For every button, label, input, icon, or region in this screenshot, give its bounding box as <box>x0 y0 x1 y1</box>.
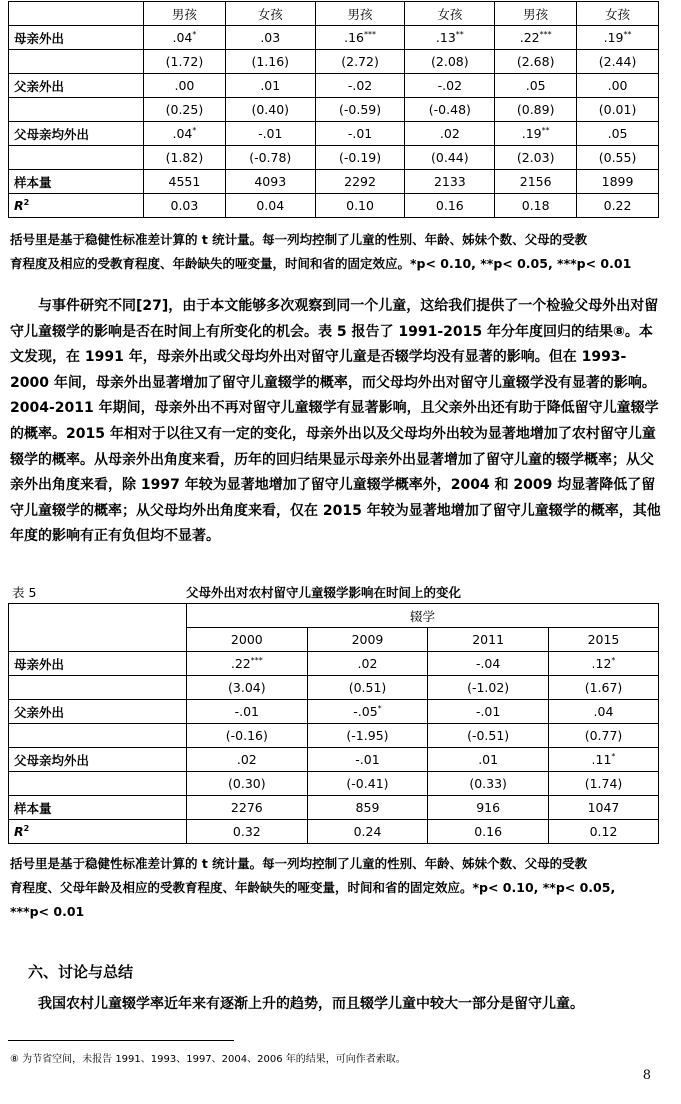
table-header-row <box>9 604 659 628</box>
table-row <box>9 700 659 724</box>
table-row <box>9 98 659 122</box>
row-label <box>9 50 144 74</box>
table-5-note-line: 育程度、父母年龄及相应的受教育程度、年龄缺失的哑变量，时间和省的固定效应。*p< 0.10, **p< 0.05, <box>10 880 616 895</box>
table-4-note-line: 括号里是基于稳健性标准差计算的 t 统计量。每一列均控制了儿童的性别、年龄、姊妹个数、父母的受教 <box>10 232 588 247</box>
table-cell: (2.72) <box>315 50 405 74</box>
table-cell: .02 <box>405 122 495 146</box>
table-4-note-line: 育程度及相应的受教育程度、年龄缺失的哑变量，时间和省的固定效应。*p< 0.10, **p< 0.05, ***p< 0.01 <box>10 256 632 271</box>
table-cell: .00 <box>577 74 659 98</box>
row-label <box>9 724 187 748</box>
table-cell: (0.33) <box>428 772 549 796</box>
row-label: 样本量 <box>9 796 187 820</box>
page-number: 8 <box>642 1068 651 1083</box>
table-cell: 4093 <box>225 170 315 194</box>
row-label: $R^2$ <box>9 820 187 844</box>
table-5-note-line: ***p< 0.01 <box>10 904 85 919</box>
row-label <box>9 146 144 170</box>
column-header: 2009 <box>307 628 428 652</box>
table-cell: .19** <box>577 26 659 50</box>
table-cell: .03 <box>225 26 315 50</box>
table-cell: (0.25) <box>144 98 226 122</box>
table-5-note-line: 括号里是基于稳健性标准差计算的 t 统计量。每一列均控制了儿童的性别、年龄、姊妹个数、父母的受教 <box>10 856 588 871</box>
column-header: 2000 <box>187 628 308 652</box>
table-row <box>9 26 659 50</box>
table-cell: (2.68) <box>495 50 577 74</box>
table-cell: -.05* <box>307 700 428 724</box>
table-cell: (-0.59) <box>315 98 405 122</box>
row-label: 母亲外出 <box>9 652 187 676</box>
table-cell: .00 <box>144 74 226 98</box>
table-row <box>9 772 659 796</box>
table-cell: .19** <box>495 122 577 146</box>
table-5 <box>8 603 659 844</box>
table-row <box>9 748 659 772</box>
table-cell: (-1.02) <box>428 676 549 700</box>
footnote: ⑧ 为节省空间，未报告 1991、1993、1997、2004、2006 年的结果，可向作者索取。 <box>10 1054 406 1065</box>
table-cell: (1.82) <box>144 146 226 170</box>
table-cell: 916 <box>428 796 549 820</box>
table-cell: (-0.41) <box>307 772 428 796</box>
table-4 <box>8 1 659 218</box>
table-cell: -.04 <box>428 652 549 676</box>
header-blank <box>9 2 144 26</box>
table-row <box>9 74 659 98</box>
table-cell: (0.40) <box>225 98 315 122</box>
table-cell: .12* <box>548 652 658 676</box>
table-cell: 0.04 <box>225 194 315 218</box>
column-header: 男孩 <box>315 2 405 26</box>
table-row <box>9 652 659 676</box>
table-cell: 1899 <box>577 170 659 194</box>
table-cell: (2.03) <box>495 146 577 170</box>
table-cell: -.01 <box>428 700 549 724</box>
column-header: 2011 <box>428 628 549 652</box>
table-cell: (0.44) <box>405 146 495 170</box>
footnote-rule <box>8 1040 234 1041</box>
column-header: 女孩 <box>577 2 659 26</box>
table-cell: (1.16) <box>225 50 315 74</box>
table-cell: (3.04) <box>187 676 308 700</box>
table-cell: 0.10 <box>315 194 405 218</box>
column-header: 男孩 <box>144 2 226 26</box>
table-cell: .13** <box>405 26 495 50</box>
table-row <box>9 724 659 748</box>
table-cell: 1047 <box>548 796 658 820</box>
table-row <box>9 194 659 218</box>
table-row <box>9 820 659 844</box>
table-cell: 2276 <box>187 796 308 820</box>
table-cell: -.02 <box>315 74 405 98</box>
table-cell: (1.67) <box>548 676 658 700</box>
table-cell: (2.08) <box>405 50 495 74</box>
table-cell: -.01 <box>187 700 308 724</box>
table-cell: (1.72) <box>144 50 226 74</box>
table-cell: -.01 <box>225 122 315 146</box>
table-cell: .22*** <box>187 652 308 676</box>
group-header: 辍学 <box>187 604 659 628</box>
table-cell: -.01 <box>315 122 405 146</box>
table-cell: .16*** <box>315 26 405 50</box>
table-cell: .05 <box>495 74 577 98</box>
table-cell: (0.01) <box>577 98 659 122</box>
table-cell: (-0.48) <box>405 98 495 122</box>
table-cell: (0.55) <box>577 146 659 170</box>
row-label: 父亲外出 <box>9 700 187 724</box>
table-cell: .04 <box>548 700 658 724</box>
column-header: 女孩 <box>225 2 315 26</box>
table-cell: (-1.95) <box>307 724 428 748</box>
section-heading: 六、讨论与总结 <box>28 963 134 981</box>
table-cell: (2.44) <box>577 50 659 74</box>
table-cell: (0.89) <box>495 98 577 122</box>
table-cell: 0.22 <box>577 194 659 218</box>
table-5-caption: 父母外出对农村留守儿童辍学影响在时间上的变化 <box>186 585 462 600</box>
table-cell: (1.74) <box>548 772 658 796</box>
table-cell: 0.18 <box>495 194 577 218</box>
table-cell: 0.16 <box>405 194 495 218</box>
table-cell: 0.12 <box>548 820 658 844</box>
table-cell: 2292 <box>315 170 405 194</box>
table-cell: 2156 <box>495 170 577 194</box>
table-header-row <box>9 2 659 26</box>
table-cell: 0.32 <box>187 820 308 844</box>
table-cell: 859 <box>307 796 428 820</box>
table-row <box>9 170 659 194</box>
row-label: 样本量 <box>9 170 144 194</box>
table-cell: (0.51) <box>307 676 428 700</box>
column-header: 男孩 <box>495 2 577 26</box>
table-cell: .02 <box>187 748 308 772</box>
row-label: 父母亲均外出 <box>9 122 144 146</box>
row-label <box>9 676 187 700</box>
table-cell: (-0.16) <box>187 724 308 748</box>
table-cell: .22*** <box>495 26 577 50</box>
row-label: $R^2$ <box>9 194 144 218</box>
table-row <box>9 146 659 170</box>
table-cell: 4551 <box>144 170 226 194</box>
table-cell: 0.16 <box>428 820 549 844</box>
table-cell: .02 <box>307 652 428 676</box>
column-header: 女孩 <box>405 2 495 26</box>
table-cell: -.02 <box>405 74 495 98</box>
table-row <box>9 796 659 820</box>
table-5-note <box>10 852 660 924</box>
table-4-note <box>10 228 660 276</box>
table-5-label: 表 5 <box>12 585 37 600</box>
table-cell: .01 <box>428 748 549 772</box>
row-label: 父亲外出 <box>9 74 144 98</box>
table-cell: 0.24 <box>307 820 428 844</box>
table-cell: 0.03 <box>144 194 226 218</box>
row-label <box>9 98 144 122</box>
table-cell: 2133 <box>405 170 495 194</box>
table-cell: (0.77) <box>548 724 658 748</box>
table-row <box>9 50 659 74</box>
column-header: 2015 <box>548 628 658 652</box>
table-row <box>9 122 659 146</box>
table-cell: (0.30) <box>187 772 308 796</box>
table-cell: (-0.19) <box>315 146 405 170</box>
table-cell: .05 <box>577 122 659 146</box>
table-cell: -.01 <box>307 748 428 772</box>
body-paragraph: 与事件研究不同[27]，由于本文能够多次观察到同一个儿童，这给我们提供了一个检验父母外出对留守儿童辍学的影响是否在时间上有所变化的机会。表 5 报告了 1991-2015 年分年度回归的结果⑧。本文发现，在 1991 年，母亲外出或父母均外出对留守儿童是否辍学均没有显著的影响。但在 1993-2000 年间，母亲外出显著增加了留守儿童辍学的概率，而父母均外出对留守儿童辍学没有显著的影响。2004-2011 年期间，母亲外出不再对留守儿童辍学有显著影响，且父亲外出还有助于降低留守儿童辍学的概率。2015 年相对于以往又有一定的变化，母亲外出以及父母均外出较为显著地增加了农村留守儿童辍学的概率。从母亲外出角度来看，历年的回归结果显示母亲外出显著增加了留守儿童的辍学概率；从父亲外出角度来看，除 1997 年较为显著地增加了留守儿童辍学概率外，2004 和 2009 均显著降低了留守儿童辍学的概率；从父母均外出角度来看，仅在 2015 年较为显著地增加了留守儿童辍学的概率，其他年度的影响有正有负但均不显著。 <box>10 298 661 545</box>
table-cell: .04* <box>144 26 226 50</box>
table-cell: (-0.51) <box>428 724 549 748</box>
header-blank <box>9 604 187 652</box>
row-label: 父母亲均外出 <box>9 748 187 772</box>
row-label: 母亲外出 <box>9 26 144 50</box>
table-cell: .01 <box>225 74 315 98</box>
final-paragraph: 我国农村儿童辍学率近年来有逐渐上升的趋势，而且辍学儿童中较大一部分是留守儿童。 <box>38 996 584 1012</box>
table-cell: .04* <box>144 122 226 146</box>
table-cell: .11* <box>548 748 658 772</box>
table-cell: (-0.78) <box>225 146 315 170</box>
row-label <box>9 772 187 796</box>
table-row <box>9 676 659 700</box>
